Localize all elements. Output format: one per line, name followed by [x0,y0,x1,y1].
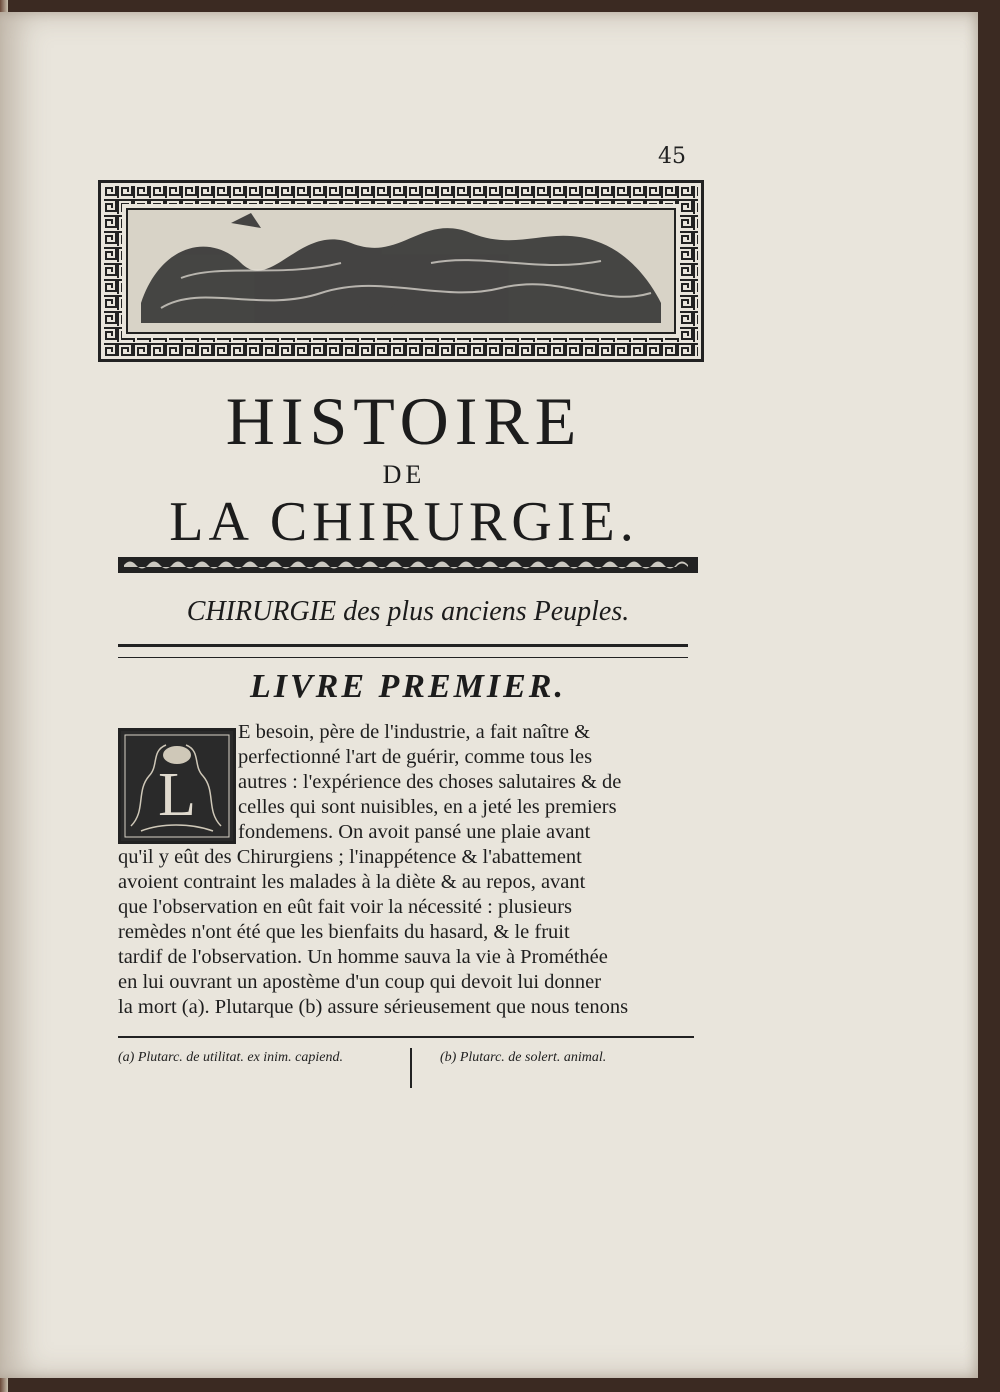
book-page [0,12,978,1378]
body-line: la mort (a). Plutarque (b) assure sérieusement que nous tenons [118,996,629,1018]
body-line: remèdes n'ont été que les bienfaits du hasard, & le fruit [118,921,570,943]
double-rule-divider [118,644,688,658]
body-line: fondemens. On avoit pansé une plaie avant [238,821,591,843]
title-line-histoire: HISTOIRE [225,383,583,459]
body-line: avoient contraint les malades à la diète & au repos, avant [118,871,586,893]
footnote-rule [118,1036,694,1038]
body-line: en lui ouvrant un apostème d'un coup qui devoit lui donner [118,971,602,993]
body-line: perfectionné l'art de guérir, comme tous les [238,746,593,768]
body-line: qu'il y eût des Chirurgiens ; l'inappétence & l'abattement [118,846,582,868]
body-line: autres : l'expérience des choses salutaires & de [238,771,622,793]
body-line: E besoin, père de l'industrie, a fait naître & [238,721,591,743]
book-heading: LIVRE PREMIER. [250,668,566,705]
body-line: que l'observation en eût fait voir la nécessité : plusieurs [118,896,572,918]
ornamental-headpiece [98,180,704,362]
body-line: celles qui sont nuisibles, en a jeté les premiers [238,796,617,818]
chapter-heading: CHIRURGIE des plus anciens Peuples. [186,596,630,627]
title-line-chirurgie: LA CHIRURGIE. [169,491,639,553]
footnote-separator [410,1048,412,1088]
page-number: 45 [658,144,686,169]
title-line-de: DE [382,460,426,489]
footnote-b: (b) Plutarc. de solert. animal. [440,1050,607,1065]
svg-text:L: L [158,761,196,829]
ornamental-rule [118,555,698,575]
body-line: tardif de l'observation. Un homme sauva la vie à Prométhée [118,946,608,968]
footnote-a: (a) Plutarc. de utilitat. ex inim. capiend. [118,1050,343,1065]
body-paragraph [118,720,698,1020]
